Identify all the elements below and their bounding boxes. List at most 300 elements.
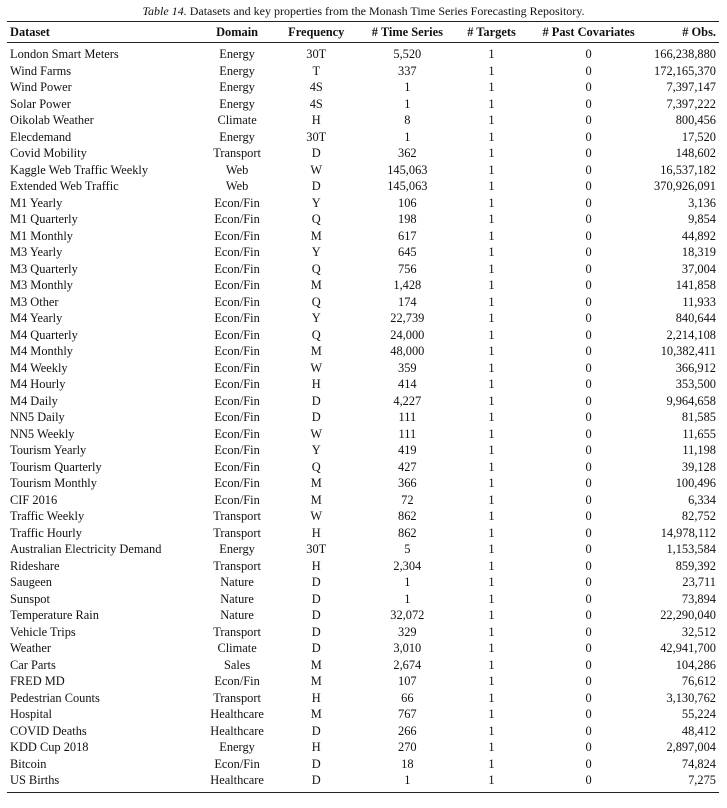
dataset-cell: Weather (10, 641, 51, 655)
dataset-cell: Extended Web Traffic (10, 179, 119, 193)
frequency-cell: W (310, 360, 323, 375)
time-series-cell: 5 (404, 542, 411, 556)
time-series-cell: 419 (398, 443, 417, 457)
obs-cell: 74,824 (681, 756, 716, 771)
past-covariates-cell: 0 (585, 80, 592, 94)
table-row (7, 261, 719, 278)
frequency-cell: M (310, 278, 322, 292)
table-row (7, 360, 719, 377)
obs-cell: 22,290,040 (660, 608, 716, 622)
time-series-cell: 48,000 (390, 344, 425, 358)
past-covariates-cell: 0 (585, 492, 592, 507)
table-row (7, 393, 719, 410)
frequency-cell: Q (311, 459, 321, 474)
domain-cell: Econ/Fin (214, 426, 260, 441)
obs-cell: 39,128 (681, 459, 716, 474)
domain-cell: Econ/Fin (214, 393, 260, 408)
dataset-cell: M3 Other (10, 294, 59, 309)
dataset-cell: M4 Monthly (10, 344, 73, 358)
targets-cell: 1 (488, 641, 495, 655)
domain-cell: Econ/Fin (214, 459, 260, 474)
domain-cell: Econ/Fin (214, 674, 260, 688)
targets-cell: 1 (488, 756, 495, 771)
past-covariates-cell: 0 (585, 63, 592, 78)
past-covariates-cell: 0 (585, 212, 592, 226)
frequency-cell: W (310, 162, 323, 177)
time-series-cell: 329 (398, 624, 417, 639)
obs-cell: 73,894 (681, 591, 716, 606)
domain-cell: Transport (213, 690, 261, 705)
table-row (7, 591, 719, 608)
obs-cell: 353,500 (675, 377, 716, 391)
frequency-cell: W (310, 509, 323, 523)
targets-cell: 1 (488, 294, 495, 309)
past-covariates-cell: 0 (585, 162, 592, 177)
table-row (7, 426, 719, 443)
table-row (7, 541, 719, 558)
domain-cell: Econ/Fin (214, 311, 260, 325)
dataset-cell: NN5 Weekly (10, 426, 75, 441)
domain-cell: Econ/Fin (214, 476, 260, 490)
domain-cell: Climate (217, 113, 257, 127)
table-row (7, 574, 719, 591)
domain-cell: Econ/Fin (214, 195, 260, 210)
obs-cell: 2,214,108 (666, 327, 716, 342)
domain-cell: Nature (220, 591, 254, 606)
targets-cell: 1 (488, 245, 495, 259)
targets-cell: 1 (488, 674, 495, 688)
frequency-cell: D (311, 410, 321, 424)
targets-cell: 1 (488, 278, 495, 292)
domain-cell: Econ/Fin (214, 443, 260, 457)
table-row (7, 558, 719, 575)
domain-cell: Econ/Fin (214, 327, 260, 342)
targets-cell: 1 (488, 410, 495, 424)
time-series-cell: 145,063 (387, 179, 428, 193)
targets-cell: 1 (488, 129, 495, 144)
targets-cell: 1 (488, 146, 495, 160)
obs-cell: 1,153,584 (666, 542, 716, 556)
targets-cell: 1 (488, 327, 495, 342)
dataset-cell: Tourism Monthly (10, 476, 97, 490)
past-covariates-cell: 0 (585, 261, 592, 276)
obs-cell: 48,412 (681, 723, 716, 738)
time-series-cell: 66 (401, 690, 414, 705)
targets-cell: 1 (488, 80, 495, 94)
obs-cell: 370,926,091 (654, 179, 716, 193)
frequency-cell: Y (311, 245, 321, 259)
targets-cell: 1 (488, 344, 495, 358)
obs-cell: 9,854 (688, 212, 716, 226)
time-series-cell: 1 (404, 591, 411, 606)
past-covariates-cell: 0 (585, 96, 592, 111)
frequency-cell: 4S (309, 80, 323, 94)
domain-cell: Transport (213, 525, 261, 540)
past-covariates-cell: 0 (585, 311, 592, 325)
time-series-cell: 111 (398, 410, 417, 424)
targets-cell: 1 (488, 624, 495, 639)
frequency-cell: M (310, 228, 322, 243)
obs-cell: 148,602 (675, 146, 716, 160)
obs-cell: 172,165,370 (654, 63, 716, 78)
past-covariates-cell: 0 (585, 674, 592, 688)
domain-cell: Econ/Fin (214, 410, 260, 424)
targets-cell: 1 (488, 542, 495, 556)
time-series-cell: 2,304 (393, 558, 422, 573)
domain-cell: Energy (219, 96, 255, 111)
dataset-cell: M1 Quarterly (10, 212, 78, 226)
dataset-cell: Covid Mobility (10, 146, 87, 160)
past-covariates-cell: 0 (585, 129, 592, 144)
dataset-cell: Solar Power (10, 96, 71, 111)
dataset-cell: Wind Farms (10, 63, 72, 78)
frequency-cell: D (311, 624, 321, 639)
dataset-cell: M4 Daily (10, 393, 58, 408)
domain-cell: Healthcare (210, 707, 264, 721)
domain-cell: Transport (213, 146, 261, 160)
targets-cell: 1 (488, 509, 495, 523)
table-row (7, 277, 719, 294)
domain-cell: Econ/Fin (214, 360, 260, 375)
past-covariates-cell: 0 (585, 410, 592, 424)
targets-cell: 1 (488, 179, 495, 193)
dataset-cell: Australian Electricity Demand (10, 542, 162, 556)
table-row (7, 327, 719, 344)
domain-cell: Econ/Fin (214, 212, 260, 226)
targets-cell: 1 (488, 608, 495, 622)
time-series-cell: 270 (398, 740, 417, 754)
domain-cell: Energy (219, 80, 255, 94)
frequency-cell: D (311, 146, 321, 160)
obs-cell: 7,397,222 (666, 96, 716, 111)
time-series-cell: 1 (404, 575, 411, 589)
dataset-cell: M3 Monthly (10, 278, 73, 292)
frequency-cell: W (310, 426, 323, 441)
header-time-series: # Time Series (358, 22, 457, 43)
targets-cell: 1 (488, 261, 495, 276)
time-series-cell: 18 (401, 756, 414, 771)
past-covariates-cell: 0 (585, 377, 592, 391)
targets-cell: 1 (488, 591, 495, 606)
past-covariates-cell: 0 (585, 476, 592, 490)
frequency-cell: T (312, 63, 321, 78)
time-series-cell: 427 (398, 459, 417, 474)
dataset-cell: NN5 Daily (10, 410, 65, 424)
frequency-cell: Q (311, 261, 321, 276)
domain-cell: Econ/Fin (214, 228, 260, 243)
domain-cell: Econ/Fin (214, 377, 260, 391)
past-covariates-cell: 0 (585, 591, 592, 606)
obs-cell: 104,286 (675, 657, 716, 672)
obs-cell: 800,456 (675, 113, 716, 127)
domain-cell: Nature (220, 575, 254, 589)
caption-text: Datasets and key properties from the Monash Time Series Forecasting Repository. (189, 4, 585, 18)
past-covariates-cell: 0 (585, 294, 592, 309)
table-row (7, 79, 719, 96)
table-row (7, 739, 719, 756)
time-series-cell: 111 (398, 426, 417, 441)
frequency-cell: 4S (309, 96, 323, 111)
table-row (7, 673, 719, 690)
domain-cell: Econ/Fin (214, 294, 260, 309)
table-row (7, 244, 719, 261)
table-row (7, 409, 719, 426)
obs-cell: 2,897,004 (666, 740, 716, 754)
obs-cell: 11,933 (682, 294, 716, 309)
obs-cell: 10,382,411 (660, 344, 716, 358)
time-series-cell: 266 (398, 723, 417, 738)
frequency-cell: M (310, 492, 322, 507)
targets-cell: 1 (488, 113, 495, 127)
time-series-cell: 145,063 (387, 162, 428, 177)
dataset-cell: M1 Yearly (10, 195, 63, 210)
frequency-cell: H (311, 690, 321, 705)
targets-cell: 1 (488, 492, 495, 507)
past-covariates-cell: 0 (585, 575, 592, 589)
time-series-cell: 1 (404, 80, 411, 94)
obs-cell: 16,537,182 (660, 162, 716, 177)
table-row (7, 706, 719, 723)
time-series-cell: 862 (398, 525, 417, 540)
dataset-cell: Oikolab Weather (10, 113, 94, 127)
dataset-cell: Sunspot (10, 591, 50, 606)
frequency-cell: M (310, 657, 322, 672)
obs-cell: 9,964,658 (666, 393, 716, 408)
table-row (7, 525, 719, 542)
table-row (7, 508, 719, 525)
table-row (7, 376, 719, 393)
time-series-cell: 359 (398, 360, 417, 375)
domain-cell: Energy (219, 542, 255, 556)
obs-cell: 859,392 (675, 558, 716, 573)
obs-cell: 11,198 (682, 443, 716, 457)
domain-cell: Sales (224, 657, 251, 672)
targets-cell: 1 (488, 228, 495, 243)
targets-cell: 1 (488, 47, 495, 61)
obs-cell: 32,512 (681, 624, 716, 639)
table-row (7, 294, 719, 311)
time-series-cell: 8 (404, 113, 411, 127)
table-row (7, 492, 719, 509)
dataset-cell: US Births (7, 772, 199, 792)
targets-cell: 1 (488, 476, 495, 490)
dataset-cell: CIF 2016 (10, 492, 58, 507)
past-covariates-cell: 0 (585, 624, 592, 639)
past-covariates-cell: 0 (585, 707, 592, 721)
domain-cell: Climate (217, 641, 257, 655)
frequency-cell: H (311, 113, 321, 127)
targets-cell: 1 (488, 393, 495, 408)
table-row (7, 129, 719, 146)
table-row (7, 475, 719, 492)
frequency-cell: D (311, 591, 321, 606)
past-covariates-cell: 0 (585, 146, 592, 160)
dataset-cell: Bitcoin (10, 756, 47, 771)
frequency-cell: H (311, 740, 321, 754)
table-row (7, 607, 719, 624)
past-covariates-cell: 0 (585, 393, 592, 408)
obs-cell: 42,941,700 (660, 641, 716, 655)
targets-cell: 1 (488, 96, 495, 111)
table-row (7, 112, 719, 129)
table-body (7, 43, 719, 793)
frequency-cell: H (311, 377, 321, 391)
time-series-cell: 107 (398, 674, 417, 688)
obs-cell: 82,752 (681, 509, 716, 523)
dataset-cell: London Smart Meters (10, 47, 119, 61)
frequency-cell: Y (311, 443, 321, 457)
dataset-cell: Saugeen (10, 575, 52, 589)
dataset-cell: FRED MD (10, 674, 65, 688)
domain-cell: Transport (213, 558, 261, 573)
targets-cell: 1 (488, 377, 495, 391)
past-covariates-cell: 0 (585, 657, 592, 672)
dataset-cell: Car Parts (10, 657, 56, 672)
table-row (7, 162, 719, 179)
past-covariates-cell: 0 (585, 542, 592, 556)
targets-cell: 1 (488, 575, 495, 589)
obs-cell: 44,892 (681, 228, 716, 243)
datasets-table (7, 21, 719, 793)
time-series-cell: 337 (398, 63, 417, 78)
targets-cell: 1 (488, 195, 495, 210)
obs-cell: 366,912 (675, 360, 716, 375)
past-covariates-cell: 0 (585, 509, 592, 523)
domain-cell: Energy (219, 740, 255, 754)
frequency-cell: Q (311, 294, 321, 309)
time-series-cell: 1,428 (393, 278, 422, 292)
obs-cell: 81,585 (681, 410, 716, 424)
frequency-cell: Q (311, 327, 321, 342)
past-covariates-cell: 0 (585, 245, 592, 259)
targets-cell: 1 (457, 772, 526, 792)
domain-cell: Web (225, 179, 249, 193)
obs-cell: 100,496 (675, 476, 716, 490)
past-covariates-cell: 0 (585, 426, 592, 441)
targets-cell: 1 (488, 558, 495, 573)
table-row (7, 343, 719, 360)
table-row (7, 310, 719, 327)
obs-cell: 76,612 (681, 674, 716, 688)
domain-cell: Healthcare (199, 772, 274, 792)
dataset-cell: Tourism Yearly (10, 443, 87, 457)
domain-cell: Energy (219, 129, 255, 144)
dataset-cell: KDD Cup 2018 (10, 740, 89, 754)
past-covariates-cell: 0 (585, 228, 592, 243)
table-row (7, 756, 719, 773)
past-covariates-cell: 0 (585, 558, 592, 573)
time-series-cell: 5,520 (393, 47, 422, 61)
frequency-cell: D (311, 608, 321, 622)
domain-cell: Econ/Fin (214, 756, 260, 771)
past-covariates-cell: 0 (585, 327, 592, 342)
past-covariates-cell: 0 (585, 344, 592, 358)
targets-cell: 1 (488, 525, 495, 540)
past-covariates-cell: 0 (585, 525, 592, 540)
targets-cell: 1 (488, 459, 495, 474)
dataset-cell: Traffic Hourly (10, 525, 82, 540)
frequency-cell: D (311, 393, 321, 408)
table-row (7, 772, 719, 792)
header-row (7, 22, 719, 43)
table-row (7, 211, 719, 228)
obs-cell: 23,711 (682, 575, 716, 589)
targets-cell: 1 (488, 443, 495, 457)
table-row (7, 657, 719, 674)
past-covariates-cell: 0 (585, 179, 592, 193)
table-row (7, 228, 719, 245)
frequency-cell: D (311, 575, 321, 589)
targets-cell: 1 (488, 426, 495, 441)
time-series-cell: 362 (398, 146, 417, 160)
frequency-cell: M (310, 707, 322, 721)
header-obs: # Obs. (651, 22, 719, 43)
dataset-cell: M4 Quarterly (10, 327, 78, 342)
time-series-cell: 198 (398, 212, 417, 226)
obs-cell: 840,644 (675, 311, 716, 325)
header-frequency: Frequency (275, 22, 358, 43)
dataset-cell: Traffic Weekly (10, 509, 85, 523)
dataset-cell: M4 Weekly (10, 360, 68, 375)
time-series-cell: 767 (398, 707, 417, 721)
time-series-cell: 414 (398, 377, 417, 391)
targets-cell: 1 (488, 723, 495, 738)
targets-cell: 1 (488, 707, 495, 721)
past-covariates-cell: 0 (585, 278, 592, 292)
targets-cell: 1 (488, 740, 495, 754)
dataset-cell: Wind Power (10, 80, 72, 94)
frequency-cell: D (311, 723, 321, 738)
frequency-cell: Y (311, 311, 321, 325)
dataset-cell: Rideshare (10, 558, 60, 573)
domain-cell: Econ/Fin (214, 261, 260, 276)
targets-cell: 1 (488, 63, 495, 78)
past-covariates-cell: 0 (585, 443, 592, 457)
obs-cell: 166,238,880 (654, 47, 716, 61)
past-covariates-cell: 0 (585, 690, 592, 705)
frequency-cell: D (311, 756, 321, 771)
caption-label: Table 14. (142, 4, 187, 18)
dataset-cell: Tourism Quarterly (10, 459, 102, 474)
frequency-cell: 30T (306, 47, 327, 61)
past-covariates-cell: 0 (585, 360, 592, 375)
frequency-cell: M (310, 674, 322, 688)
time-series-cell: 22,739 (390, 311, 425, 325)
header-domain: Domain (199, 22, 274, 43)
header-past-covariates: # Past Covariates (526, 22, 651, 43)
frequency-cell: M (310, 344, 322, 358)
domain-cell: Energy (219, 47, 255, 61)
time-series-cell: 106 (398, 195, 417, 210)
time-series-cell: 72 (401, 492, 414, 507)
targets-cell: 1 (488, 657, 495, 672)
table-row (7, 96, 719, 113)
dataset-cell: M3 Quarterly (10, 261, 78, 276)
frequency-cell: H (311, 558, 321, 573)
dataset-cell: Pedestrian Counts (10, 690, 100, 705)
past-covariates-cell: 0 (585, 740, 592, 754)
obs-cell: 6,334 (688, 492, 716, 507)
obs-cell: 3,136 (688, 195, 716, 210)
dataset-cell: M4 Yearly (10, 311, 63, 325)
time-series-cell: 862 (398, 509, 417, 523)
frequency-cell: Q (311, 212, 321, 226)
domain-cell: Econ/Fin (214, 245, 260, 259)
time-series-cell: 366 (398, 476, 417, 490)
obs-cell: 55,224 (681, 707, 716, 721)
obs-cell: 11,655 (682, 426, 716, 441)
time-series-cell: 3,010 (393, 641, 422, 655)
